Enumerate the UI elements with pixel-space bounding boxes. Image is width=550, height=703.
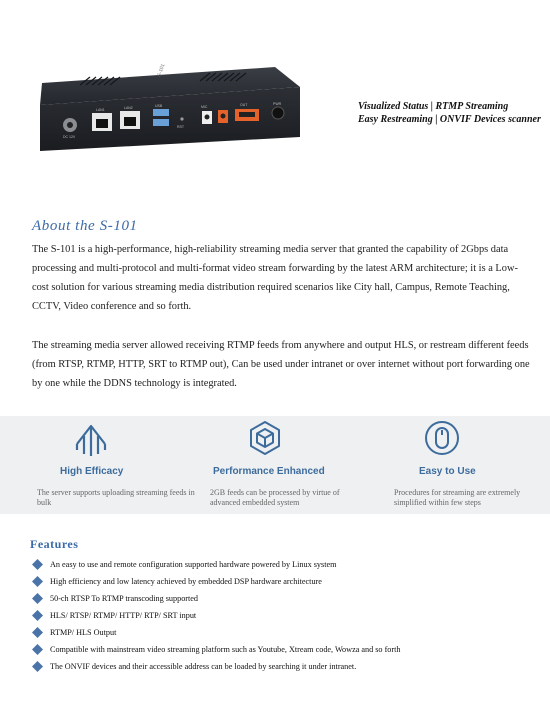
about-paragraph-1: The S-101 is a high-performance, high-reliability streaming media server that granted the capability of 2Gbps data processing and multi-protocol and multi-format video stream forwarding by the latest ARM architecture; it is a Low-cost solution for various streaming media distribution required scenarios like City hall, Campus, Remote Teaching, CCTV, Video conference and so forth.	[32, 244, 518, 312]
highlights-band	[0, 416, 550, 514]
features-list	[30, 558, 401, 677]
tagline-line-2: Easy Restreaming | ONVIF Devices scanner	[358, 114, 541, 125]
feature-item	[30, 660, 401, 677]
hero-section	[0, 0, 550, 205]
feature-text: HLS/ RTSP/ RTMP/ HTTP/ RTP/ SRT input	[50, 611, 197, 620]
highlight-desc: Procedures for streaming are extremely simplified within few steps	[394, 488, 521, 507]
pwr-label: PWR	[273, 102, 282, 106]
highlight-title: Easy to Use	[419, 466, 476, 477]
feature-text: 50-ch RTSP To RTMP transcoding supported	[50, 594, 199, 603]
tagline-line-1: Visualized Status | RTMP Streaming	[358, 101, 509, 112]
feature-text: The ONVIF devices and their accessible address can be loaded by searching it under intranet.	[50, 662, 357, 671]
usb-label: USB	[155, 104, 163, 108]
feature-text: Compatible with mainstream video streaming platform such as Youtube, Xtream code, Wowza and so forth	[50, 645, 401, 654]
features-title: Features	[30, 537, 79, 551]
diamond-bullet-icon	[32, 627, 43, 638]
streaming-server-device	[20, 55, 320, 160]
diamond-bullet-icon	[32, 644, 43, 655]
tagline	[358, 100, 541, 126]
feature-text: RTMP/ HLS Output	[50, 628, 117, 637]
diamond-bullet-icon	[32, 593, 43, 604]
highlight-desc: The server supports uploading streaming feeds in bulk	[37, 488, 195, 507]
rst-label: RST	[177, 125, 184, 129]
mic-label: MIC	[201, 105, 208, 109]
feature-item	[30, 626, 401, 643]
diamond-bullet-icon	[32, 610, 43, 621]
feature-item	[30, 575, 401, 592]
about-paragraph-2: The streaming media server allowed receiving RTMP feeds from anywhere and output HLS, or restream different feeds (from RTSP, RTMP, HTTP, SRT to RTMP out), Can be used under intranet or over internet without port forwarding one by one while the DDNS technology is integrated.	[32, 340, 530, 389]
highlight-easy-to-use	[394, 416, 544, 514]
feature-item	[30, 609, 401, 626]
diamond-bullet-icon	[32, 576, 43, 587]
highlight-desc: 2GB feeds can be processed by virtue of advanced embedded system	[210, 488, 340, 507]
lan2-label: LAN2	[124, 106, 133, 110]
highlight-high-efficacy	[37, 416, 195, 514]
feature-text: An easy to use and remote configuration supported hardware powered by Linux system	[50, 560, 337, 569]
mouse-icon	[424, 420, 460, 456]
highlight-performance-enhanced	[210, 416, 360, 514]
layered-cube-icon	[248, 420, 282, 456]
feature-item	[30, 558, 401, 575]
dc-label: DC 12V	[63, 135, 76, 139]
highlight-title: High Efficacy	[60, 466, 124, 477]
svg-text:S-101: S-101	[156, 63, 167, 78]
out-label: OUT	[240, 103, 248, 107]
feature-item	[30, 592, 401, 609]
diamond-bullet-icon	[32, 559, 43, 570]
upload-arrows-icon	[74, 420, 108, 460]
feature-item	[30, 643, 401, 660]
diamond-bullet-icon	[32, 661, 43, 672]
highlight-title: Performance Enhanced	[213, 466, 325, 477]
lan1-label: LAN1	[96, 108, 105, 112]
about-title: About the S-101	[32, 218, 138, 234]
feature-text: High efficiency and low latency achieved by embedded DSP hardware architecture	[50, 577, 322, 586]
